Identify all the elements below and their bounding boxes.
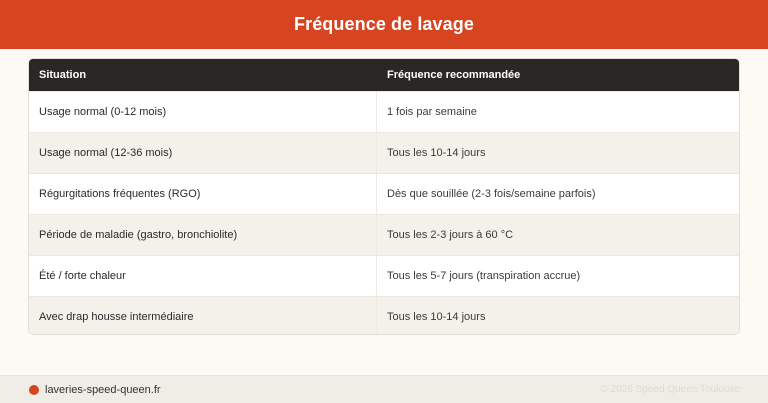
copyright-text: © 2026 Speed Queen Toulouse — [600, 384, 740, 395]
table-row — [29, 91, 739, 132]
column-header-frequency: Fréquence recommandée — [387, 69, 521, 81]
column-header-situation: Situation — [39, 69, 87, 81]
frequency-cell: 1 fois par semaine — [387, 106, 477, 118]
footer-brand — [29, 384, 161, 396]
brand-dot-icon — [29, 385, 39, 395]
situation-cell: Été / forte chaleur — [29, 256, 377, 296]
situation-cell: Régurgitations fréquentes (RGO) — [29, 174, 377, 214]
table-row — [29, 214, 739, 255]
frequency-cell: Dès que souillée (2-3 fois/semaine parfois) — [387, 188, 596, 200]
frequency-cell: Tous les 2-3 jours à 60 °C — [387, 229, 514, 241]
site-link[interactable]: laveries-speed-queen.fr — [45, 383, 161, 396]
frequency-cell: Tous les 10-14 jours — [387, 147, 486, 159]
footer — [0, 375, 768, 403]
table-row — [29, 296, 739, 335]
table-row — [29, 255, 739, 296]
situation-cell: Période de maladie (gastro, bronchiolite) — [29, 215, 377, 255]
situation-cell: Avec drap housse intermédiaire — [29, 297, 377, 335]
situation-cell: Usage normal (0-12 mois) — [29, 92, 377, 132]
table-row — [29, 173, 739, 214]
frequency-cell: Tous les 5-7 jours (transpiration accrue) — [387, 270, 581, 282]
table-row — [29, 132, 739, 173]
title-banner — [0, 0, 768, 49]
frequency-table — [28, 58, 740, 335]
table-header — [29, 59, 739, 91]
situation-cell: Usage normal (12-36 mois) — [29, 133, 377, 173]
frequency-cell: Tous les 10-14 jours — [387, 311, 486, 323]
page-title: Fréquence de lavage — [294, 14, 474, 34]
